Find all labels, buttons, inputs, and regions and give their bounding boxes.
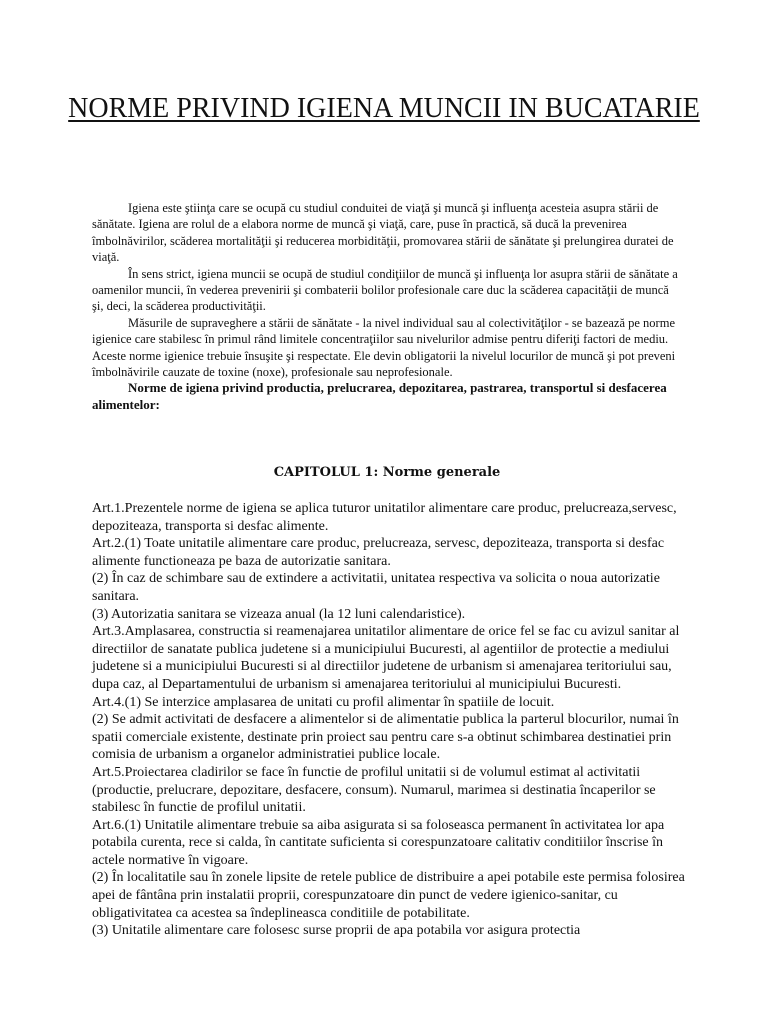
article-paragraph: Art.2.(1) Toate unitatile alimentare care produc, prelucreaza, servesc, depoziteaza, transporta si desfac alimente functioneaza pe baza de autorizatie sanitara.: [92, 536, 665, 569]
intro-paragraph: Măsurile de supraveghere a stării de sănătate - la nivel individual sau al colectivităţilor - se bazează pe norme igienice care stabilesc în primul rând limitele concentraţiilor sau nivelurilor admise pentru diferiţi factori de mediu. Aceste norme igienice trebuie însuşite şi respectate. Ele devin obligatorii la nivelul locurilor de muncă şi pot preveni îmbolnăvirile cauzate de toxine (noxe), profesionale sau neprofesionale.: [92, 315, 676, 380]
section-heading: Norme de igiena privind productia, prelucrarea, depozitarea, pastrarea, transportul si desfacerea alimentelor:: [92, 380, 667, 412]
article-paragraph: (3) Unitatile alimentare care folosesc surse proprii de apa potabila vor asigura protectia: [92, 923, 581, 939]
article-paragraph: Art.4.(1) Se interzice amplasarea de unitati cu profil alimentar în spatiile de locuit.: [92, 694, 555, 710]
article-paragraph: Art.1.Prezentele norme de igiena se aplica tuturor unitatilor alimentare care produc, prelucreaza,servesc, depoziteaza, transporta si desfac alimente.: [92, 501, 677, 534]
article-paragraph: Art.3.Amplasarea, constructia si reamenajarea unitatilor alimentare de orice fel se fac cu avizul sanitar al directiilor de sanatate publica judetene si a municipiului Bucuresti, al agentiilor de protectie a mediului judetene si a municipiului Bucuresti si al directiilor judetene de urbanism si amenajarea teritoriului sau, dupa caz, al Departamentului de urbanism si amenajarea teritoriului al municipiului Bucuresti.: [92, 624, 680, 692]
article-paragraph: (2) În localitatile sau în zonele lipsite de retele publice de distribuire a apei potabile este permisa folosirea apei de fântâna prin instalatii proprii, corespunzatoare din punct de vedere igienico-sanitar, cu obligativitatea ca acestea sa îndeplineasca conditiile de potabilitate.: [92, 870, 685, 921]
article-paragraph: (3) Autorizatia sanitara se vizeaza anual (la 12 luni calendaristice).: [92, 606, 466, 622]
articles-section: [92, 500, 688, 940]
intro-paragraph: Igiena este ştiinţa care se ocupă cu studiul conduitei de viaţă şi muncă şi influenţa acesteia asupra stării de sănătate. Igiena are rolul de a elabora norme de muncă şi viaţă, care, puse în practică, să ducă la prevenirea îmbolnăvirilor, scăderea mortalităţii şi reducerea morbidităţii, promovarea stării de sănătate şi prelungirea duratei de viaţă.: [92, 201, 674, 265]
chapter-heading: CAPITOLUL 1: Norme generale: [273, 465, 501, 480]
intro-section: [92, 200, 682, 413]
document-title: NORME PRIVIND IGIENA MUNCII IN BUCATARIE: [68, 93, 700, 124]
article-paragraph: (2) În caz de schimbare sau de extindere a activitatii, unitatea respectiva va solicita o noua autorizatie sanitara.: [92, 571, 660, 604]
article-paragraph: Art.6.(1) Unitatile alimentare trebuie sa aiba asigurata si sa foloseasca permanent în activitatea lor apa potabila curenta, rece si calda, în cantitate suficienta si corespunzatoare calitativ conditiilor înscrise în actele normative în vigoare.: [92, 817, 665, 868]
article-paragraph: Art.5.Proiectarea cladirilor se face în functie de profilul unitatii si de volumul estimat al activitatii (productie, prelucrare, depozitare, desfacere, consum). Numarul, marimea si destinatia încaperilor se stabilesc în functie de profilul unitatii.: [92, 764, 656, 816]
article-paragraph: (2) Se admit activitati de desfacere a alimentelor si de alimentatie publica la parterul blocurilor, numai în spatii comerciale existente, destinate prin proiect sau pentru care s-a obtinut schimbarea destinatiei prin comisia de urbanism a organelor administratiei publice locale.: [92, 712, 679, 763]
intro-paragraph: În sens strict, igiena muncii se ocupă de studiul condiţiilor de muncă şi influenţa lor asupra stării de sănătate a oamenilor muncii, în vederea prevenirii şi combaterii bolilor profesionale care duc la scăderea capacităţii de muncă şi, deci, la scăderea productivităţii.: [92, 266, 678, 314]
